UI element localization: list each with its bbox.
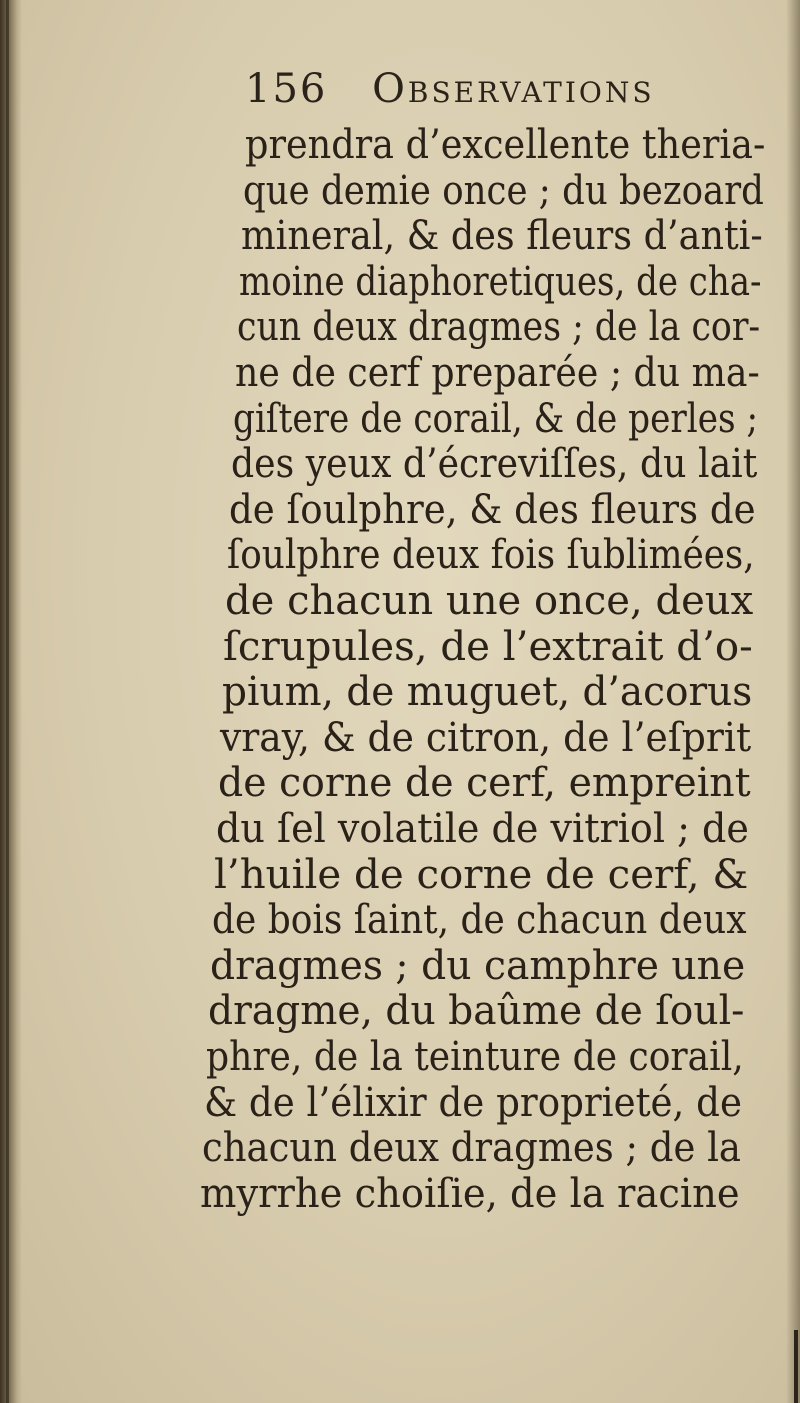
text-line: des yeux d’écreviſſes, du lait <box>231 441 758 488</box>
text-line: dragmes ; du camphre une <box>209 942 745 989</box>
page-number: 156 <box>245 66 328 112</box>
text-line: & de l’élixir de proprieté, de <box>203 1079 742 1126</box>
text-line: moine diaphoretiques, de cha- <box>239 258 762 305</box>
text-line: mineral, & des fleurs d’anti- <box>241 213 763 260</box>
text-line: de ſoulphre, & des fleurs de <box>229 486 756 533</box>
text-line: l’huile de corne de cerf, & <box>213 851 748 898</box>
text-line: phre, de la teinture de corail, <box>205 1034 744 1080</box>
text-line: prendra d’excellente theria- <box>245 122 766 168</box>
text-line: cun deux dragmes ; de la cor- <box>237 304 761 351</box>
text-line: du ſel volatile de vitriol ; de <box>215 806 749 852</box>
text-line: ſoulphre deux fois ſublimées, <box>227 532 756 579</box>
text-line: dragme, du baûme de ſoul- <box>207 988 745 1035</box>
text-line: pium, de muguet, d’acorus <box>221 669 752 716</box>
text-line: ſcrupules, de l’extrait d’o- <box>223 623 754 670</box>
text-line: de chacun une once, deux <box>225 578 754 624</box>
running-title: Observations <box>372 66 655 112</box>
text-line: chacun deux dragmes ; de la <box>201 1125 741 1172</box>
text-line: de corne de cerf, empreint <box>217 760 751 807</box>
text-line: ne de cerf preparée ; du ma- <box>235 350 760 396</box>
text-line: myrrhe choiſie, de la racine <box>200 1170 740 1217</box>
text-line: que demie once ; du bezoard <box>243 167 764 214</box>
text-line: de bois ſaint, de chacun deux <box>211 897 747 944</box>
text-line: giſtere de corail, & de perles ; <box>233 395 759 442</box>
text-line: vray, & de citron, de l’eſprit <box>219 714 751 761</box>
